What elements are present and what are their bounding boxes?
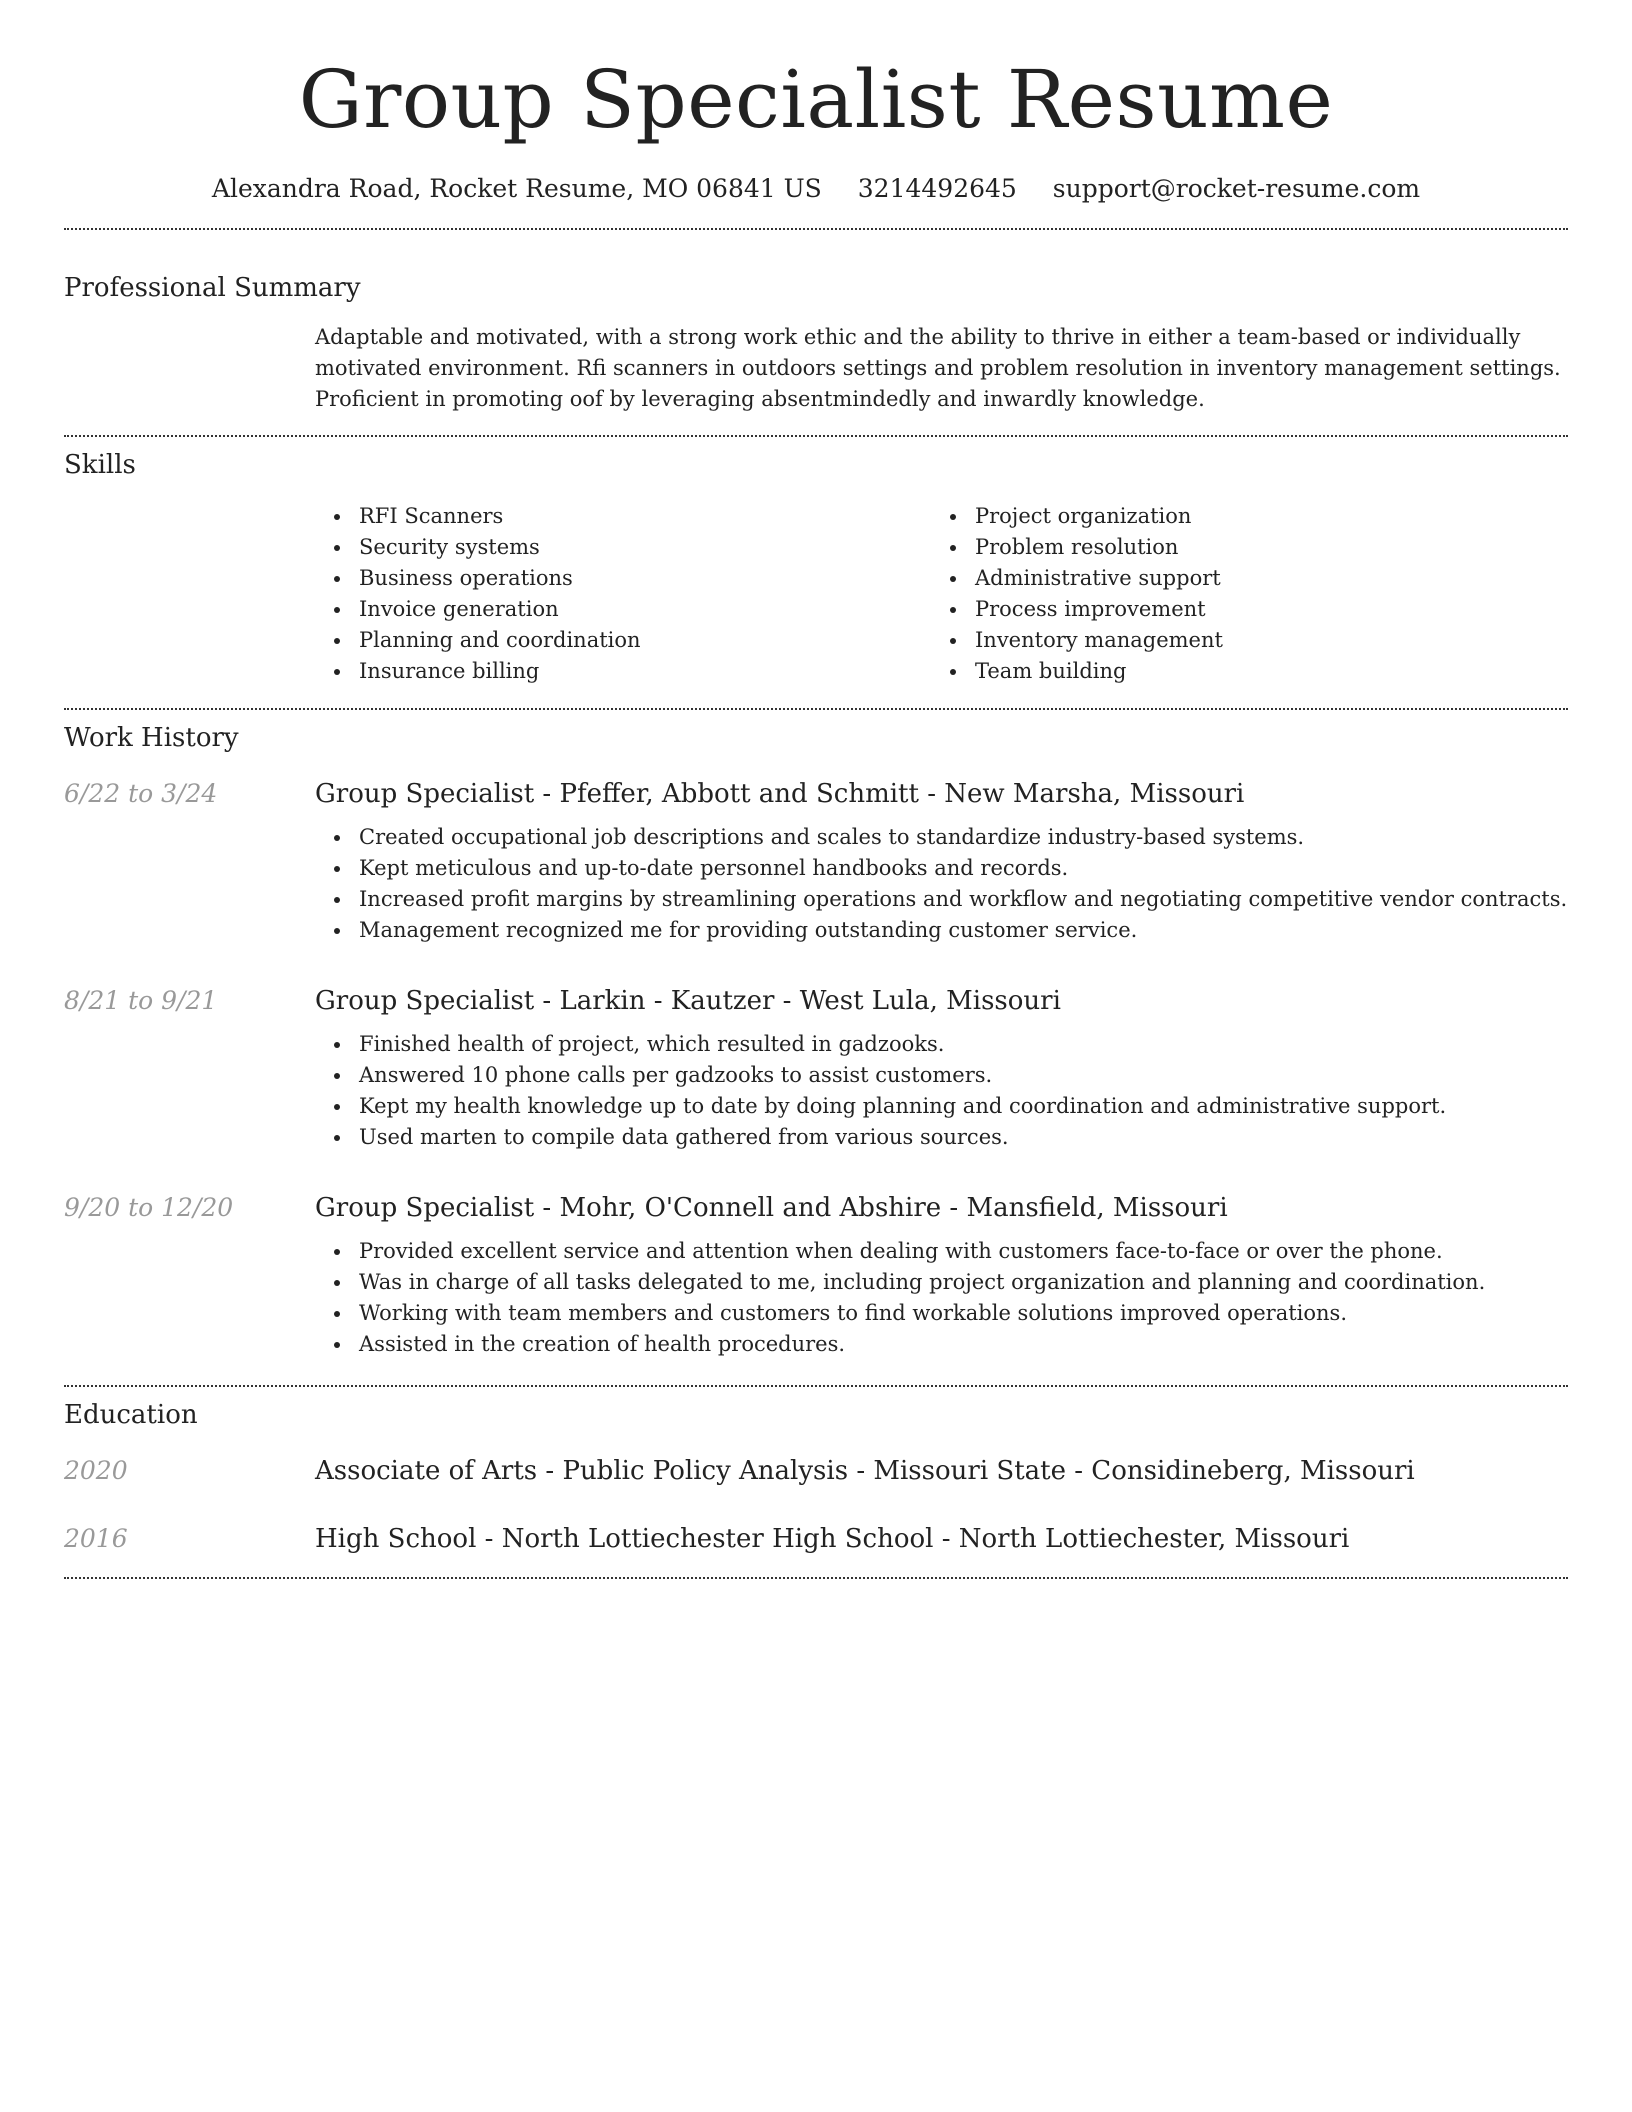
skills-list-right — [931, 501, 1547, 687]
job-dates: 6/22 to 3/24 — [64, 779, 218, 808]
job-bullet: Working with team members and customers to find workable solutions improved operations. — [315, 1298, 1568, 1329]
skill-item: Problem resolution — [931, 532, 1547, 563]
job-bullet: Answered 10 phone calls per gadzooks to assist customers. — [315, 1060, 1568, 1091]
skill-item: Inventory management — [931, 625, 1547, 656]
skill-item: Team building — [931, 656, 1547, 687]
contact-email: support@rocket-resume.com — [1052, 174, 1421, 203]
job-dates: 9/20 to 12/20 — [64, 1193, 234, 1222]
job-bullet: Created occupational job descriptions and scales to standardize industry-based systems. — [315, 822, 1568, 853]
job-title: Group Specialist - Larkin - Kautzer - West Lula, Missouri — [315, 986, 1061, 1016]
education-entry — [64, 1453, 1568, 1489]
education-text: High School - North Lottiechester High School - North Lottiechester, Missouri — [315, 1524, 1350, 1554]
resume-title: Group Specialist Resume — [298, 53, 1334, 146]
education-heading: Education — [64, 1400, 198, 1430]
education-section — [64, 1387, 1568, 1577]
skill-item: Project organization — [931, 501, 1547, 532]
summary-heading: Professional Summary — [64, 273, 361, 303]
contact-address: Alexandra Road, Rocket Resume, MO 06841 US — [211, 174, 822, 203]
skill-item: Security systems — [315, 532, 931, 563]
job-label-spacer — [64, 1029, 315, 1153]
job-bullet: Finished health of project, which resulted in gadzooks. — [315, 1029, 1568, 1060]
divider — [64, 1577, 1568, 1579]
job-bullet: Was in charge of all tasks delegated to me, including project organization and planning and coordination. — [315, 1267, 1568, 1298]
job-label-spacer — [64, 1236, 315, 1360]
summary-label-spacer — [64, 322, 315, 415]
skills-label-spacer — [64, 501, 315, 687]
skill-item: Planning and coordination — [315, 625, 931, 656]
education-text: Associate of Arts - Public Policy Analysis - Missouri State - Considineberg, Missouri — [315, 1456, 1415, 1486]
job-bullets — [315, 822, 1568, 946]
job-bullet: Management recognized me for providing outstanding customer service. — [315, 915, 1568, 946]
summary-section — [64, 230, 1568, 435]
education-entry — [64, 1521, 1568, 1557]
education-year: 2016 — [64, 1524, 128, 1553]
work-heading: Work History — [64, 723, 239, 753]
skill-item: Administrative support — [931, 563, 1547, 594]
job-bullet: Used marten to compile data gathered from various sources. — [315, 1122, 1568, 1153]
job-label-spacer — [64, 822, 315, 946]
job-title: Group Specialist - Pfeffer, Abbott and Schmitt - New Marsha, Missouri — [315, 779, 1245, 809]
skills-list-left — [315, 501, 931, 687]
skill-item: RFI Scanners — [315, 501, 931, 532]
skill-item: Process improvement — [931, 594, 1547, 625]
skills-grid — [315, 501, 1568, 687]
summary-text: Adaptable and motivated, with a strong work ethic and the ability to thrive in either a team-based or individually motivated environment. Rfi scanners in outdoors settings and problem resolution in inventory management settings. Proficient in promoting oof by leveraging absentmindedly and inwardly knowledge. — [315, 325, 1561, 411]
job-bullets — [315, 1029, 1568, 1153]
skill-item: Invoice generation — [315, 594, 931, 625]
contact-phone: 3214492645 — [857, 174, 1017, 203]
skill-item: Insurance billing — [315, 656, 931, 687]
skills-heading: Skills — [64, 450, 136, 480]
job-entry — [64, 983, 1568, 1190]
job-dates: 8/21 to 9/21 — [64, 986, 218, 1015]
job-entry — [64, 776, 1568, 983]
skills-section — [64, 437, 1568, 708]
job-bullet: Increased profit margins by streamlining operations and workflow and negotiating competitive vendor contracts. — [315, 884, 1568, 915]
job-bullets — [315, 1236, 1568, 1360]
job-bullet: Provided excellent service and attention when dealing with customers face-to-face or over the phone. — [315, 1236, 1568, 1267]
job-bullet: Assisted in the creation of health procedures. — [315, 1329, 1568, 1360]
job-entry — [64, 1190, 1568, 1360]
job-bullet: Kept meticulous and up-to-date personnel handbooks and records. — [315, 853, 1568, 884]
skill-item: Business operations — [315, 563, 931, 594]
contact-line — [64, 150, 1568, 228]
job-bullet: Kept my health knowledge up to date by doing planning and coordination and administrative support. — [315, 1091, 1568, 1122]
education-year: 2020 — [64, 1456, 128, 1485]
job-title: Group Specialist - Mohr, O'Connell and Abshire - Mansfield, Missouri — [315, 1193, 1228, 1223]
work-section — [64, 710, 1568, 1385]
